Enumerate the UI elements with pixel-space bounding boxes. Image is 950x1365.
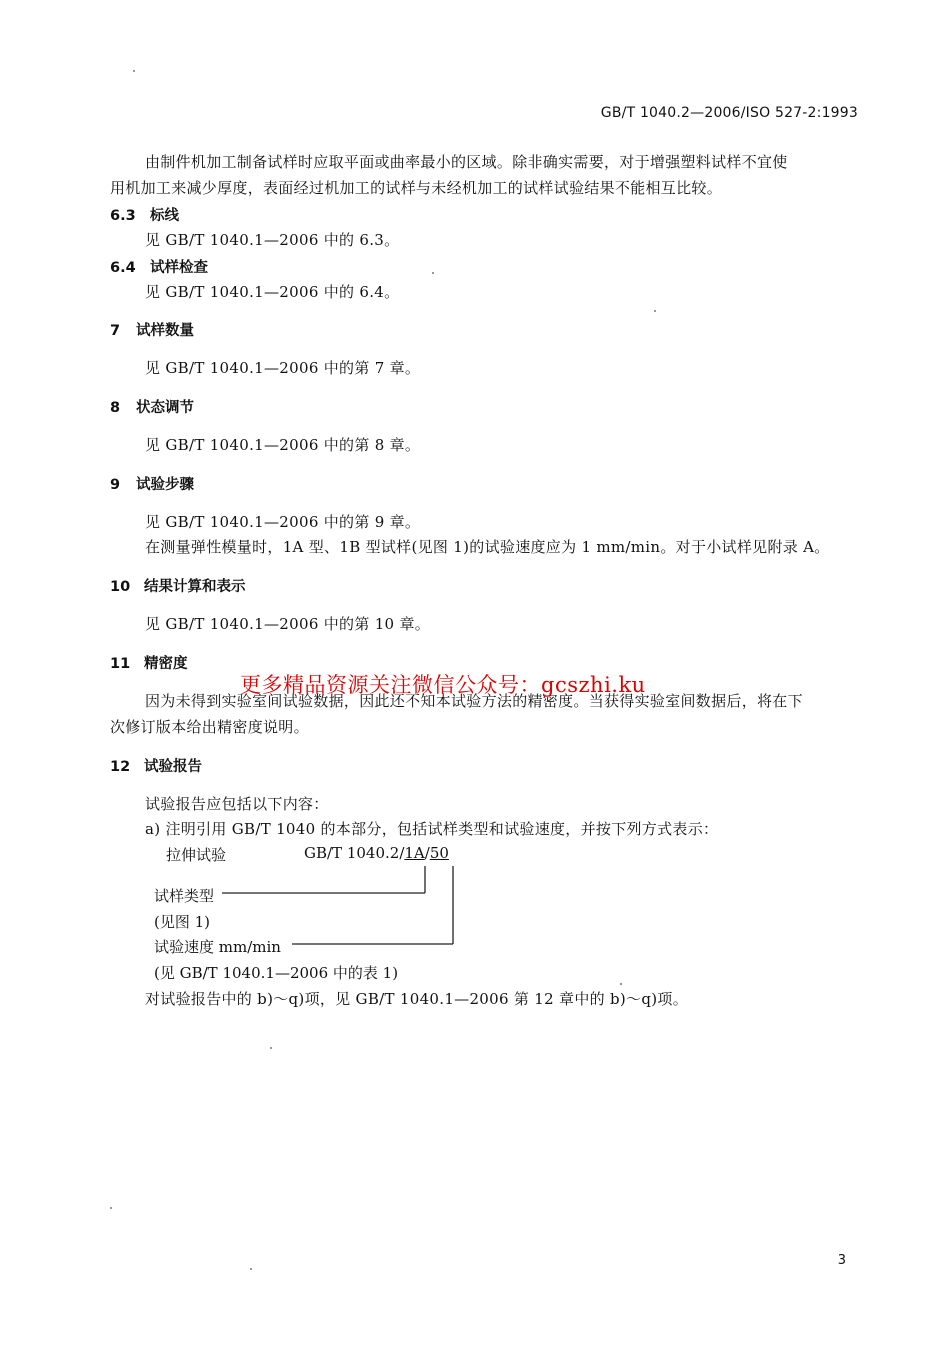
intro-paragraph-line-2: 用机加工来减少厚度，表面经过机加工的试样与未经机加工的试样试验结果不能相互比较。 [110,179,723,197]
watermark-overlay: 更多精品资源关注微信公众号：gcszhi.ku [240,673,646,697]
section-12-text-1: 试验报告应包括以下内容： [145,795,329,813]
section-6-3-text: 见 GB/T 1040.1—2006 中的 6.3。 [145,231,400,249]
section-title: 试验步骤 [136,477,194,493]
callout-test-speed-ref: (见 GB/T 1040.1—2006 中的表 1) [154,964,399,982]
section-number: 7 [110,323,121,339]
scan-speck [620,983,622,985]
scan-speck [654,310,656,312]
section-title: 标线 [150,208,179,224]
standard-number-header: GB/T 1040.2—2006/ISO 527-2:1993 [600,105,858,121]
section-12-item-a: a) 注明引用 GB/T 1040 的本部分，包括试样类型和试验速度，并按下列方式表示： [145,820,719,838]
section-title: 精密度 [144,656,188,672]
section-8-text: 见 GB/T 1040.1—2006 中的第 8 章。 [145,436,421,454]
section-7-text: 见 GB/T 1040.1—2006 中的第 7 章。 [145,359,421,377]
section-number: 9 [110,477,121,493]
section-title: 状态调节 [136,400,194,416]
section-title: 试验报告 [144,759,202,775]
scan-speck [250,1268,252,1270]
section-11-text-1: 因为未得到实验室间试验数据，因此还不知本试验方法的精密度。当获得实验室间数据后，将在下 [145,692,803,710]
section-11-text-2: 次修订版本给出精密度说明。 [110,718,309,736]
section-9-text-2: 在测量弹性模量时，1A 型、1B 型试样(见图 1)的试验速度应为 1 mm/min。对于小试样见附录 A。 [145,538,830,556]
section-6-4-text: 见 GB/T 1040.1—2006 中的 6.4。 [145,283,400,301]
designation-prefix: GB/T 1040.2/ [304,844,405,862]
scan-speck [270,1047,272,1049]
page-number: 3 [837,1253,846,1268]
section-title: 试样检查 [150,260,208,276]
scan-speck [133,70,135,72]
section-number: 8 [110,400,121,416]
section-number: 11 [110,656,131,672]
callout-specimen-type-ref: (见图 1) [154,913,211,931]
section-title: 结果计算和表示 [144,579,246,595]
callout-specimen-type: 试样类型 [154,887,215,905]
intro-paragraph-line-1: 由制件机加工制备试样时应取平面或曲率最小的区域。除非确实需要，对于增强塑料试样不宜使 [145,153,788,171]
section-12-closing-text: 对试验报告中的 b)～q)项，见 GB/T 1040.1—2006 第 12 章中的 b)～q)项。 [145,990,689,1008]
section-9-text-1: 见 GB/T 1040.1—2006 中的第 9 章。 [145,513,421,531]
section-title: 试样数量 [136,323,194,339]
section-number: 6.4 [110,260,136,276]
designation-speed: 50 [429,844,449,862]
designation-separator: / [424,844,430,862]
section-10-text: 见 GB/T 1040.1—2006 中的第 10 章。 [145,615,431,633]
callout-test-speed: 试验速度 mm/min [154,938,281,956]
section-number: 6.3 [110,208,136,224]
designation-type: 1A [404,844,425,862]
scan-speck [432,272,434,274]
scan-speck [110,1207,112,1209]
section-number: 10 [110,579,131,595]
section-number: 12 [110,759,131,775]
designation-label: 拉伸试验 [166,846,227,864]
